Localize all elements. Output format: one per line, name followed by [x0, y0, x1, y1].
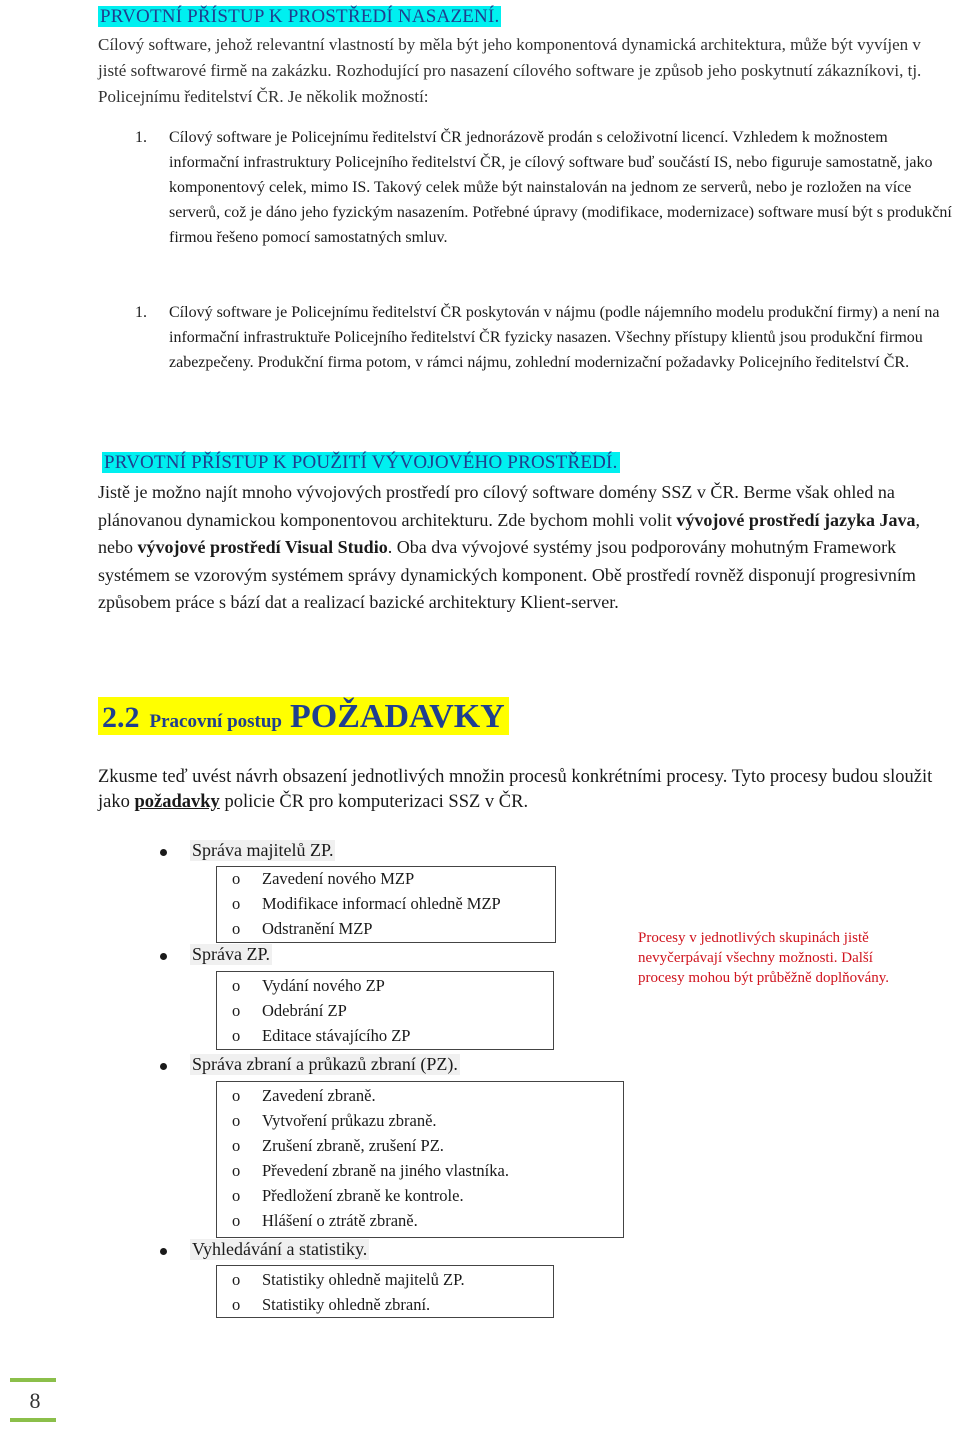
- section3-text-1: Zkusme teď uvést návrh obsazení jednotlivých množin procesů konkrétními procesy. Tyto procesy budou sloužit jako: [98, 767, 933, 812]
- list-item-text: Modifikace informací ohledně MZP: [262, 894, 501, 913]
- page-number: 8: [29, 1388, 41, 1413]
- page-number-line-bottom: [10, 1418, 56, 1422]
- bullet-icon: [160, 849, 167, 856]
- list-item-text: Převedení zbraně na jiného vlastníka.: [262, 1161, 509, 1180]
- group-title: [0, 1054, 700, 1078]
- list-item-text: Vytvoření průkazu zbraně.: [262, 1111, 437, 1130]
- group-label: Správa ZP.: [192, 944, 270, 964]
- bullet-icon: [160, 953, 167, 960]
- list-item-text: Hlášení o ztrátě zbraně.: [262, 1211, 418, 1230]
- section2-text-3: . Oba dva vývojové systémy jsou podporovány mohutným Framework systémem se vzorovým systémem správy dynamických komponent. Obě prostředí rovněž disponují progresivním způsobem práce s bází dat a realizací bazické architektury Klient-server.: [98, 537, 916, 613]
- list-item-text: Vydání nového ZP: [262, 976, 385, 995]
- sub-bullet-icon: o: [232, 1270, 241, 1289]
- sub-bullet-icon: o: [232, 1086, 241, 1105]
- page-number-line-top: [10, 1378, 56, 1382]
- list-item-text: Editace stávajícího ZP: [262, 1026, 411, 1045]
- section2-bold-java: vývojové prostředí jazyka Java: [676, 509, 916, 530]
- sub-bullet-icon: o: [232, 1111, 241, 1130]
- section2-bold-vs: vývojové prostředí Visual Studio: [137, 537, 388, 558]
- list-item-text: Statistiky ohledně zbraní.: [262, 1295, 431, 1314]
- sub-bullet-icon: o: [232, 894, 241, 913]
- section1-heading-wrap: [98, 6, 501, 28]
- section-title: POŽADAVKY: [290, 698, 505, 735]
- sub-bullet-icon: o: [232, 1161, 241, 1180]
- sub-bullet-icon: o: [232, 919, 241, 938]
- list-item-text: Cílový software je Policejnímu ředitelství ČR jednorázově prodán s celoživotní licencí. Vzhledem k možnostem informační infrastruktury Policejního ředitelství ČR, je cílový software buď součástí IS, nebo figuruje samostatně, jako komponentový celek, mimo IS. Takový celek může být nainstalován na jednom ze serverů, nebo je rozložen na více serverů, což je dáno jeho fyzickým nasazením. Potřebné úpravy (modifikace, modernizace) software musí být s produkční firmou řešeno pomocí samostatných smluv.: [169, 129, 952, 246]
- list-item-number: 1.: [135, 304, 147, 321]
- section-number: 2.2: [102, 701, 140, 734]
- sub-bullet-icon: o: [232, 1211, 241, 1230]
- list-item-text: Zavedení zbraně.: [262, 1086, 376, 1105]
- section1-intro-wrap: [98, 32, 948, 110]
- section1-heading: PRVOTNÍ PŘÍSTUP K PROSTŘEDÍ NASAZENÍ.: [100, 6, 500, 27]
- list-item-text: Cílový software je Policejnímu ředitelství ČR poskytován v nájmu (podle nájemního modelu produkční firmy) a není na informační infrastruktuře Policejního ředitelství ČR fyzicky nasazen. Všechny přístupy klientů jsou produkční firmou zabezpečeny. Produkční firma potom, v rámci nájmu, zohlední modernizační požadavky Policejního ředitelství ČR.: [169, 304, 940, 371]
- group-title: [0, 840, 600, 864]
- list-item-text: Odstranění MZP: [262, 919, 373, 938]
- list-item-text: Statistiky ohledně majitelů ZP.: [262, 1270, 465, 1289]
- side-note: Procesy v jednotlivých skupinách jistě nevyčerpávají všechny možnosti. Další procesy mohou být průběžně doplňovány.: [638, 930, 890, 986]
- section2-paragraph: [98, 479, 928, 617]
- sub-bullet-icon: o: [232, 1295, 241, 1314]
- sub-bullet-icon: o: [232, 1186, 241, 1205]
- sub-bullet-icon: o: [232, 869, 241, 888]
- section3-text-2: policie ČR pro komputerizaci SSZ v ČR.: [219, 792, 529, 812]
- list-item-text: Odebrání ZP: [262, 1001, 347, 1020]
- group-label: Správa majitelů ZP.: [192, 840, 334, 860]
- section-subtitle: Pracovní postup: [149, 711, 282, 732]
- section3-heading: [98, 697, 509, 735]
- group-title: [0, 944, 600, 968]
- bullet-icon: [160, 1248, 167, 1255]
- section3-bold-pozadavky: požadavky: [134, 792, 220, 812]
- sub-bullet-icon: o: [232, 1026, 241, 1045]
- section2-text-2: , nebo: [98, 509, 921, 558]
- list-item-text: Předložení zbraně ke kontrole.: [262, 1186, 464, 1205]
- bullet-icon: [160, 1063, 167, 1070]
- group-label: Vyhledávání a statistiky.: [192, 1239, 368, 1259]
- section2-heading: PRVOTNÍ PŘÍSTUP K POUŽITÍ VÝVOJOVÉHO PROSTŘEDÍ.: [104, 452, 618, 473]
- sub-bullet-icon: o: [232, 976, 241, 995]
- sub-bullet-icon: o: [232, 1136, 241, 1155]
- sub-bullet-icon: o: [232, 1001, 241, 1020]
- section2-text-1: Jistě je možno najít mnoho vývojových prostředí pro cílový software domény SSZ v ČR. Berme však ohled na plánovanou dynamickou komponentovou architekturu. Zde bychom mohli volit: [98, 482, 895, 530]
- section3-paragraph: [98, 765, 960, 815]
- section2-heading-wrap: [102, 452, 620, 474]
- group-label: Správa zbraní a průkazů zbraní (PZ).: [192, 1054, 458, 1074]
- section1-intro: Cílový software, jehož relevantní vlastností by měla být jeho komponentová dynamická architektura, může být vyvíjen v jisté softwarové firmě na zakázku. Rozhodující pro nasazení cílového software je způsob jeho poskytnutí zákazníkovi, tj. Policejnímu ředitelství ČR. Je několik možností:: [98, 35, 922, 106]
- list-item-number: 1.: [135, 129, 147, 146]
- list-item-text: Zavedení nového MZP: [262, 869, 415, 888]
- list-item-text: Zrušení zbraně, zrušení PZ.: [262, 1136, 444, 1155]
- group-title: [0, 1239, 600, 1263]
